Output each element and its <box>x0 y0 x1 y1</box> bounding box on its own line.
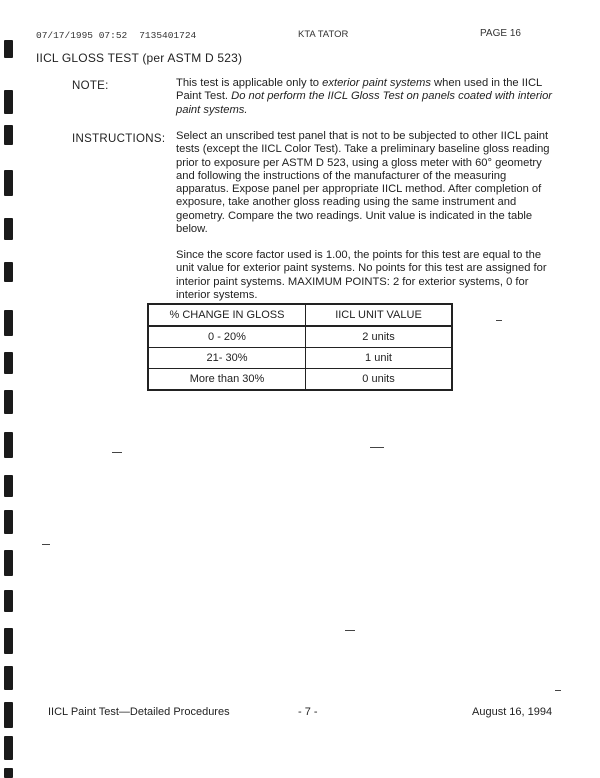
binder-hole-mark <box>4 390 13 414</box>
binder-hole-mark <box>4 352 13 374</box>
fax-header <box>36 30 196 41</box>
table-row <box>148 326 452 348</box>
note-text-part-1: This test is applicable only to <box>176 77 323 89</box>
binder-hole-mark <box>4 590 13 612</box>
table-row <box>148 348 452 369</box>
binder-hole-mark <box>4 170 13 196</box>
note-text-italic-1: exterior paint systems <box>322 77 431 89</box>
binder-hole-mark <box>4 550 13 576</box>
scan-speck <box>370 447 384 448</box>
fax-datetime: 07/17/1995 07:52 <box>36 30 128 41</box>
binder-hole-mark <box>4 475 13 497</box>
note-label: NOTE: <box>72 80 109 92</box>
footer-date: August 16, 1994 <box>472 706 553 718</box>
binder-hole-mark <box>4 90 13 114</box>
scan-speck <box>42 544 50 545</box>
table-cell: 2 units <box>306 326 453 348</box>
binder-hole-mark <box>4 218 13 240</box>
fax-sender: KTA TATOR <box>298 29 349 40</box>
instructions-paragraph-1: Select an unscribed test panel that is not to be subjected to other IICL paint tests (except the IICL Color Test). Take a preliminary baseline gloss reading prior to exposure per ASTM D 523, using a gloss meter with 60° geometry and following the instructions of the manufacturer of the measuring apparatus. Expose panel per appropriate IICL method. After completion of exposure, take another gloss reading using the same instrument and geometry. Compare the two readings. Unit value is indicated in the table below. <box>176 130 550 236</box>
binder-hole-mark <box>4 702 13 728</box>
binder-hole-mark <box>4 432 13 458</box>
fax-number: 7135401724 <box>139 30 197 41</box>
page-title: IICL GLOSS TEST (per ASTM D 523) <box>36 51 243 65</box>
scan-speck <box>555 690 561 691</box>
scan-speck <box>112 452 122 453</box>
binder-hole-mark <box>4 666 13 690</box>
binder-hole-mark <box>4 40 13 58</box>
binder-hole-mark <box>4 262 13 282</box>
binder-hole-mark <box>4 310 13 336</box>
note-text <box>176 77 556 117</box>
footer-document-title: IICL Paint Test—Detailed Procedures <box>48 706 230 718</box>
instructions-paragraph-2: Since the score factor used is 1.00, the points for this test are equal to the unit value for exterior paint systems. No points for this test are assigned for interior paint systems. MAXIMUM POINTS: 2 for exterior systems, 0 for interior systems. <box>176 249 547 301</box>
table-cell: More than 30% <box>148 369 306 391</box>
table-row <box>148 369 452 391</box>
footer-page-number: - 7 - <box>298 706 318 718</box>
table-cell: 0 - 20% <box>148 326 306 348</box>
scan-speck <box>496 320 502 321</box>
binder-hole-mark <box>4 768 13 778</box>
table-cell: 21- 30% <box>148 348 306 369</box>
table-header-row <box>148 304 452 326</box>
binder-hole-mark <box>4 125 13 145</box>
binder-hole-mark <box>4 510 13 534</box>
table-cell: 1 unit <box>306 348 453 369</box>
header-change-in-gloss: % CHANGE IN GLOSS <box>148 304 306 326</box>
note-text-part-2: when used in the IICL Paint Test. <box>176 77 542 103</box>
table-cell: 0 units <box>306 369 453 391</box>
gloss-unit-table <box>147 303 453 391</box>
note-text-italic-2: Do not perform the IICL Gloss Test on panels coated with interior paint systems. <box>176 90 553 116</box>
binder-hole-mark <box>4 736 13 760</box>
binder-holes <box>4 30 18 775</box>
header-unit-value: IICL UNIT VALUE <box>306 304 453 326</box>
instructions-label: INSTRUCTIONS: <box>72 133 166 145</box>
binder-hole-mark <box>4 628 13 654</box>
scan-speck <box>345 630 355 631</box>
fax-page-number: PAGE 16 <box>480 28 521 39</box>
